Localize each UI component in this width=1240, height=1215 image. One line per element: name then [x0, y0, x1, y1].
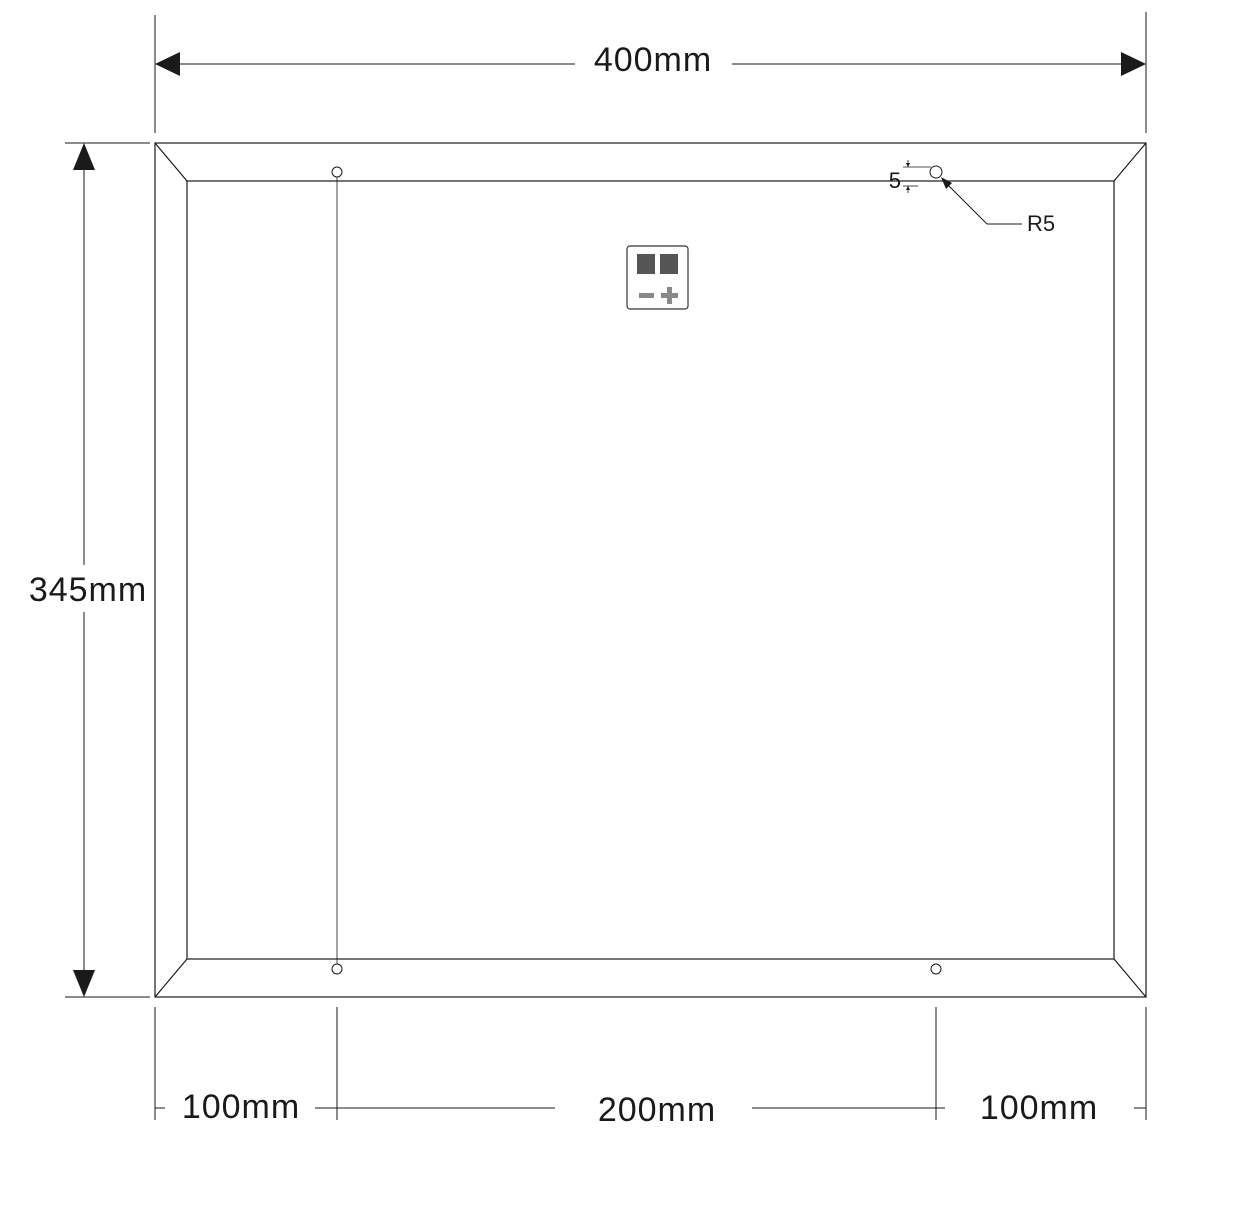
positive-terminal: [660, 254, 678, 274]
arrowhead-top: [73, 143, 95, 170]
hole-offset-label: 5: [888, 168, 901, 193]
overall-width-label: 400mm: [593, 41, 713, 79]
minus-sign-icon: [639, 293, 654, 298]
bevel-top-left: [155, 143, 187, 181]
power-connector: [627, 246, 688, 309]
connector-housing: [627, 246, 688, 309]
mounting-hole-bottom-left: [332, 964, 342, 974]
arrowhead-left: [155, 52, 180, 76]
height-dimension: [65, 143, 150, 997]
negative-terminal: [637, 254, 655, 274]
left-offset-label: 100mm: [181, 1088, 301, 1126]
mounting-hole-bottom-right: [931, 964, 941, 974]
overall-height-label: 345mm: [28, 571, 148, 609]
mounting-hole-top-left: [332, 167, 342, 177]
right-offset-label: 100mm: [979, 1089, 1099, 1127]
radius-leader: [941, 177, 1022, 224]
hole-spacing-label: 200mm: [597, 1091, 717, 1129]
bevel-bottom-left: [155, 959, 187, 997]
mounting-hole-top-right: [930, 166, 942, 178]
hole-offset-annotation: [903, 160, 931, 193]
bevel-top-right: [1114, 143, 1146, 181]
arrowhead-bottom: [73, 970, 95, 997]
arrowhead-right: [1121, 52, 1146, 76]
hole-radius-label: R5: [1027, 211, 1056, 236]
bevel-bottom-right: [1114, 959, 1146, 997]
